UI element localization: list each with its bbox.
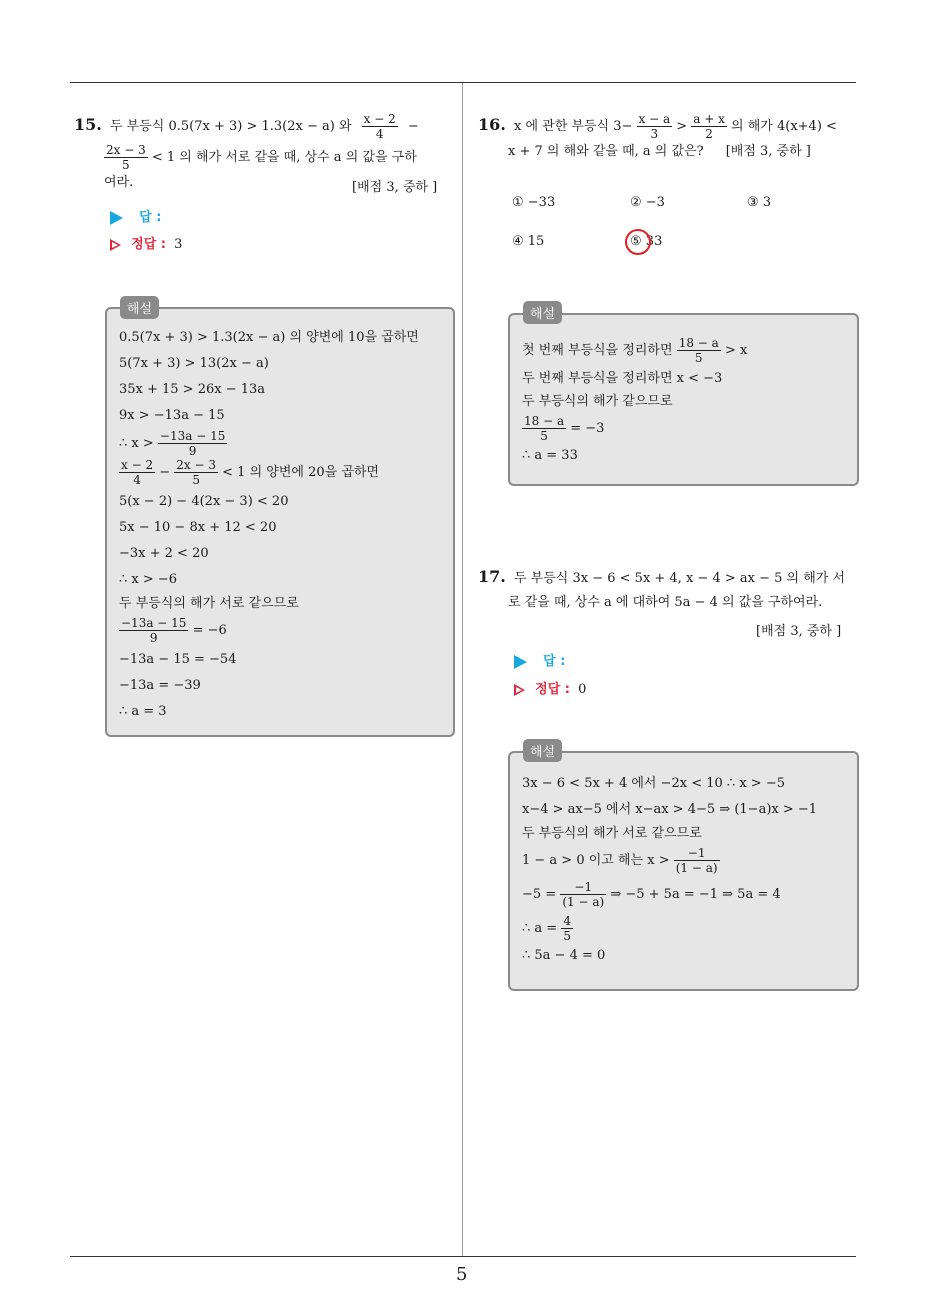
solution-line: ∴ 5a − 4 = 0 bbox=[522, 948, 606, 963]
problem-text: < 1 의 해가 서로 같을 때, 상수 a 의 값을 구하 bbox=[151, 150, 417, 165]
choice-value: 33 bbox=[645, 234, 663, 249]
numerator: −13a − 15 bbox=[159, 429, 226, 443]
solution-lines bbox=[522, 335, 849, 467]
correct-label: 정답 : bbox=[131, 237, 166, 252]
denominator: 2 bbox=[705, 127, 713, 141]
answer-label: 답 : bbox=[543, 654, 566, 669]
denominator: 5 bbox=[540, 429, 548, 443]
page-number: 5 bbox=[456, 1264, 468, 1285]
solution-lines bbox=[522, 771, 849, 967]
solution-text: ∴ a = bbox=[522, 921, 558, 936]
solution-box bbox=[508, 313, 859, 486]
numerator: x − 2 bbox=[121, 458, 154, 472]
play-icon bbox=[514, 655, 527, 669]
choice-2[interactable]: ② −3 bbox=[630, 195, 665, 210]
numerator: a + x bbox=[693, 112, 725, 126]
solution-line bbox=[522, 845, 849, 877]
numerator: x − 2 bbox=[363, 112, 396, 126]
fraction bbox=[637, 112, 673, 141]
outline-triangle-icon bbox=[514, 684, 525, 696]
correct-answer-line bbox=[514, 678, 586, 697]
problem-text: 로 같을 때, 상수 a 에 대하여 5a − 4 의 값을 구하여라. bbox=[508, 595, 823, 610]
solution-tag: 해설 bbox=[120, 296, 159, 319]
problem-text: 두 부등식 3x − 6 < 5x + 4, x − 4 > ax − 5 의 해가 서 bbox=[513, 571, 846, 586]
problem-16 bbox=[478, 112, 858, 163]
answer-label: 답 : bbox=[139, 210, 162, 225]
choice-1[interactable]: ① −33 bbox=[512, 195, 556, 210]
correct-answer-line bbox=[110, 233, 182, 252]
fraction bbox=[560, 880, 606, 909]
top-rule bbox=[70, 82, 856, 83]
solution-text: 첫 번째 부등식을 정리하면 bbox=[522, 343, 673, 358]
gt-sign: > bbox=[676, 119, 688, 134]
fraction bbox=[119, 458, 155, 487]
fraction bbox=[119, 616, 188, 645]
denominator: 4 bbox=[375, 127, 384, 141]
solution-line: −3x + 2 < 20 bbox=[119, 546, 209, 561]
numerator: 18 − a bbox=[524, 414, 565, 428]
solution-line: 35x + 15 > 26x − 13a bbox=[119, 382, 266, 397]
fraction bbox=[561, 914, 573, 943]
solution-text: = −3 bbox=[570, 421, 605, 436]
problem-text: 의 해가 4(x+4) < bbox=[731, 119, 837, 134]
denominator: 3 bbox=[650, 127, 659, 141]
fraction bbox=[691, 112, 727, 141]
solution-tag: 해설 bbox=[523, 301, 562, 324]
numerator: 2x − 3 bbox=[106, 143, 146, 157]
difficulty-meta: [배점 3, 중하 ] bbox=[756, 624, 842, 639]
numerator: −1 bbox=[674, 846, 720, 861]
solution-line bbox=[119, 615, 445, 647]
difficulty-meta: [배점 3, 중하 ] bbox=[725, 144, 811, 159]
solution-line bbox=[119, 457, 445, 489]
solution-text: = −6 bbox=[192, 623, 227, 638]
selected-answer-circle bbox=[625, 229, 651, 255]
solution-line: 두 부등식의 해가 같으므로 bbox=[522, 394, 673, 409]
denominator: 9 bbox=[149, 631, 158, 645]
problem-text: x + 7 의 해와 같을 때, a 의 값은? bbox=[508, 144, 704, 159]
denominator: 9 bbox=[188, 444, 197, 458]
solution-line: 두 부등식의 해가 서로 같으므로 bbox=[119, 596, 299, 611]
solution-line: 9x > −13a − 15 bbox=[119, 408, 225, 423]
solution-line bbox=[119, 429, 445, 457]
solution-line: 5(x − 2) − 4(2x − 3) < 20 bbox=[119, 494, 289, 509]
solution-line: ∴ a = 33 bbox=[522, 448, 578, 463]
fraction bbox=[158, 429, 227, 458]
fraction bbox=[174, 458, 218, 487]
solution-line bbox=[522, 413, 849, 445]
solution-line: x−4 > ax−5 에서 x−ax > 4−5 ⇒ (1−a)x > −1 bbox=[522, 802, 818, 817]
solution-text: 1 − a > 0 이고 해는 x > bbox=[522, 853, 670, 868]
problem-text: 여라. bbox=[104, 175, 134, 190]
fraction bbox=[362, 112, 398, 141]
denominator: 5 bbox=[192, 473, 200, 487]
minus-sign: − bbox=[159, 465, 171, 480]
fraction bbox=[677, 336, 721, 365]
solution-lines bbox=[119, 325, 445, 725]
solution-line: 두 부등식의 해가 서로 같으므로 bbox=[522, 826, 702, 841]
bottom-rule bbox=[70, 1256, 856, 1257]
denominator: 5 bbox=[122, 158, 130, 172]
problem-17 bbox=[478, 566, 860, 614]
numerator: x − a bbox=[638, 112, 671, 126]
column-divider bbox=[462, 83, 463, 1257]
solution-text: > x bbox=[724, 343, 748, 358]
numerator: −13a − 15 bbox=[121, 616, 187, 630]
problem-number: 17. bbox=[478, 567, 506, 586]
problem-text: x 에 관한 부등식 3− bbox=[513, 119, 633, 134]
solution-line: −13a − 15 = −54 bbox=[119, 652, 237, 667]
solution-text: < 1 의 양변에 20을 곱하면 bbox=[222, 465, 379, 480]
solution-line bbox=[522, 335, 849, 367]
solution-line bbox=[522, 877, 849, 913]
numerator: −1 bbox=[560, 880, 606, 895]
problem-number: 15. bbox=[74, 115, 102, 134]
therefore-text: ∴ x > bbox=[119, 436, 154, 451]
fraction bbox=[674, 846, 720, 875]
solution-text: −5 = bbox=[522, 887, 557, 902]
answer-line bbox=[110, 206, 161, 225]
denominator: 5 bbox=[694, 351, 703, 365]
denominator: (1 − a) bbox=[675, 861, 718, 875]
solution-box bbox=[105, 307, 455, 737]
choice-3[interactable]: ③ 3 bbox=[747, 195, 772, 210]
fraction bbox=[522, 414, 566, 443]
choice-4[interactable]: ④ 15 bbox=[512, 234, 545, 249]
solution-line: 두 번째 부등식을 정리하면 x < −3 bbox=[522, 371, 723, 386]
correct-value: 0 bbox=[578, 682, 587, 697]
answer-line bbox=[514, 650, 565, 669]
numerator: 2x − 3 bbox=[176, 458, 217, 472]
difficulty-meta: [배점 3, 중하 ] bbox=[352, 180, 438, 195]
play-icon bbox=[110, 211, 123, 225]
solution-line bbox=[522, 913, 849, 945]
problem-number: 16. bbox=[478, 115, 506, 134]
solution-line: 5(7x + 3) > 13(2x − a) bbox=[119, 356, 269, 371]
solution-box bbox=[508, 751, 859, 991]
solution-line: 5x − 10 − 8x + 12 < 20 bbox=[119, 520, 277, 535]
numerator: 4 bbox=[563, 914, 571, 928]
fraction bbox=[104, 143, 148, 172]
choice-number: ⑤ bbox=[630, 234, 642, 249]
problem-text: 두 부등식 0.5(7x + 3) > 1.3(2x − a) 와 bbox=[109, 119, 352, 134]
minus-sign: − bbox=[407, 119, 419, 134]
denominator: 4 bbox=[133, 473, 141, 487]
outline-triangle-icon bbox=[110, 239, 121, 251]
solution-line: ∴ a = 3 bbox=[119, 704, 167, 719]
solution-line: −13a = −39 bbox=[119, 678, 201, 693]
correct-label: 정답 : bbox=[535, 682, 570, 697]
denominator: (1 − a) bbox=[562, 895, 605, 909]
solution-tag: 해설 bbox=[523, 739, 562, 762]
solution-line: 0.5(7x + 3) > 1.3(2x − a) 의 양변에 10을 곱하면 bbox=[119, 330, 419, 345]
correct-value: 3 bbox=[174, 237, 183, 252]
solution-text: ⇒ −5 + 5a = −1 ⇒ 5a = 4 bbox=[610, 887, 781, 902]
solution-line: ∴ x > −6 bbox=[119, 572, 178, 587]
solution-line: 3x − 6 < 5x + 4 에서 −2x < 10 ∴ x > −5 bbox=[522, 776, 785, 791]
numerator: 18 − a bbox=[678, 336, 719, 350]
denominator: 5 bbox=[563, 929, 571, 943]
